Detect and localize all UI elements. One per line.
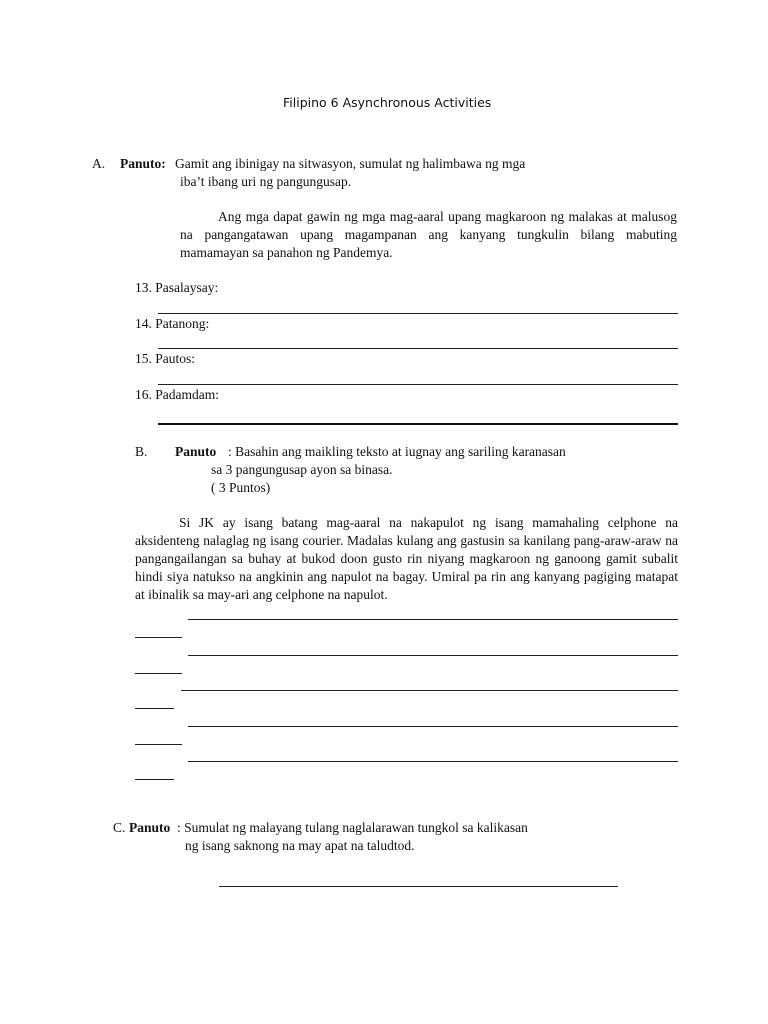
section-b-answer-line-1[interactable] (188, 619, 678, 620)
item-15-label: 15. Pautos: (135, 351, 196, 366)
section-b-instruction-line-1: : Basahin ang maikling teksto at iugnay ang sariling karanasan (228, 444, 566, 459)
section-b-answer-line-2-end[interactable] (135, 673, 182, 674)
item-13-answer-line[interactable] (158, 313, 678, 314)
document-title: Filipino 6 Asynchronous Activities (283, 95, 492, 110)
item-15-answer-line[interactable] (158, 384, 678, 385)
section-c-instruction-line-1: : Sumulat ng malayang tulang naglalarawan tungkol sa kalikasan (177, 820, 528, 835)
section-a-panuto-label: Panuto: (120, 156, 166, 171)
section-b-points: ( 3 Puntos) (211, 480, 271, 495)
section-b-answer-line-1-end[interactable] (135, 637, 182, 638)
section-b-answer-line-3[interactable] (181, 690, 678, 691)
section-a-situation (180, 208, 677, 262)
section-c-letter: C. (113, 820, 126, 835)
section-c-instruction-line-2: ng isang saknong na may apat na taludtod. (185, 838, 415, 853)
section-b-letter: B. (135, 444, 148, 459)
item-14-label: 14. Patanong: (135, 316, 210, 331)
section-b-answer-line-5-end[interactable] (135, 779, 174, 780)
section-b-story-text: Si JK ay isang batang mag-aaral na nakapulot ng isang mamahaling celphone na aksidenteng nalaglag ng isang courier. Madalas kulang ang gastusin sa kanilang pang-araw-araw na pangangailangan sa buhay at bukod doon gusto rin niyang magkaroon ng ganoong gamit subalit hindi siya natukso na angkinin ang napulot na bagay. Umiral pa rin ang kanyang pagiging matapat at ibinalik sa may-ari ang celphone na napulot. (135, 515, 678, 602)
section-b-answer-line-2[interactable] (188, 655, 678, 656)
section-c-panuto-label: Panuto (129, 820, 171, 835)
item-16-label: 16. Padamdam: (135, 387, 219, 402)
section-a-instruction-line-1: Gamit ang ibinigay na sitwasyon, sumulat ng halimbawa ng mga (175, 156, 526, 171)
section-b-panuto-label: Panuto (175, 444, 217, 459)
item-16-answer-line[interactable] (158, 423, 678, 425)
section-a-instruction-line-2: iba’t ibang uri ng pangungusap. (180, 174, 352, 189)
section-a-situation-text: Ang mga dapat gawin ng mga mag-aaral upang magkaroon ng malakas at malusog na pangangatawan upang magampanan ang kanyang tungkulin bilang mabuting mamamayan sa panahon ng Pandemya. (180, 209, 677, 260)
section-a-letter: A. (92, 156, 106, 171)
section-b-answer-line-3-end[interactable] (135, 708, 174, 709)
item-14-answer-line[interactable] (158, 348, 678, 349)
section-b-answer-line-4-end[interactable] (135, 744, 182, 745)
section-b-story (135, 514, 678, 604)
section-b-answer-line-5[interactable] (188, 761, 678, 762)
section-b-instruction-line-2: sa 3 pangungusap ayon sa binasa. (211, 462, 393, 477)
section-c-answer-line[interactable] (219, 886, 618, 887)
section-b-answer-line-4[interactable] (188, 726, 678, 727)
item-13-label: 13. Pasalaysay: (135, 280, 219, 295)
